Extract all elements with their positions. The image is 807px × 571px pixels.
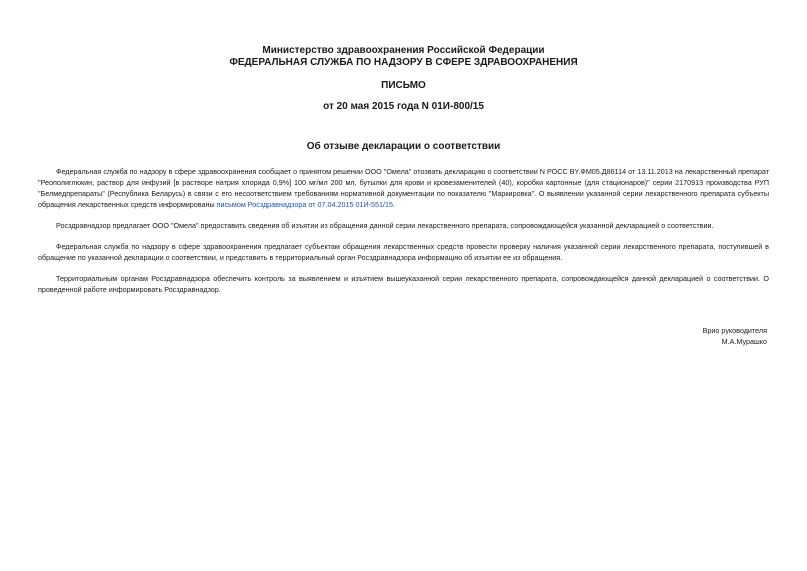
paragraph-4: Территориальным органам Росздравнадзора обеспечить контроль за выявлением и изъятием вышеуказанной серии лекарственного препарата, сопровождающейся данной декларацией о соответствии. О проведенной работе информировать Росздравнадзор.: [38, 274, 769, 294]
signatory-name: М.А.Мурашко: [721, 337, 767, 346]
service-name: ФЕДЕРАЛЬНАЯ СЛУЖБА ПО НАДЗОРУ В СФЕРЕ ЗДРАВООХРАНЕНИЯ: [229, 57, 578, 68]
paragraph-1-text: Федеральная служба по надзору в сфере здравоохранения сообщает о принятом решении ООО "Омела" отозвать декларацию о соответствии N РОСС BY.ФМ05.Д86114 от 13.11.2013 на лекарственный препарат "Реополиглюкин, раствор для инфузий [в растворе натрия хлорида 0,9%] 100 мг/мл 200 мл, бутылки для крови и кровезаменителей (40), коробки картонные (для стационаров)" серии 2170913 производства РУП "Белмедпрепараты" (Республика Беларусь) в связи с его несоответствием требованиям нормативной документации по показателю "Маркировка". О выявлении указанной серии лекарственного препарата субъекты обращения лекарственных средств информированы: [38, 167, 769, 209]
ministry-name: Министерство здравоохранения Российской Федерации: [262, 45, 545, 56]
paragraph-2: Росздравнадзор предлагает ООО "Омела" предоставить сведения об изъятии из обращения данной серии лекарственного препарата, сопровождающейся указанной декларацией о соответствии.: [56, 221, 714, 230]
document-date-number: от 20 мая 2015 года N 01И-800/15: [323, 101, 484, 112]
signatory-position: Врио руководителя: [702, 326, 767, 335]
paragraph-1-end: .: [393, 200, 395, 209]
reference-letter-link[interactable]: письмом Росздравнадзора от 07.04.2015 01И-551/15: [216, 200, 393, 209]
document-type: ПИСЬМО: [381, 80, 426, 91]
document-subject: Об отзыве декларации о соответствии: [306, 141, 501, 152]
paragraph-1: [38, 166, 769, 210]
paragraph-3: Федеральная служба по надзору в сфере здравоохранения предлагает субъектам обращения лекарственных средств провести проверку наличия указанной серии лекарственного препарата, поступившей в обращение по указанной декларации о соответствии, и представить в территориальный орган Росздравнадзора информацию об изъятии ее из обращения.: [38, 242, 769, 262]
